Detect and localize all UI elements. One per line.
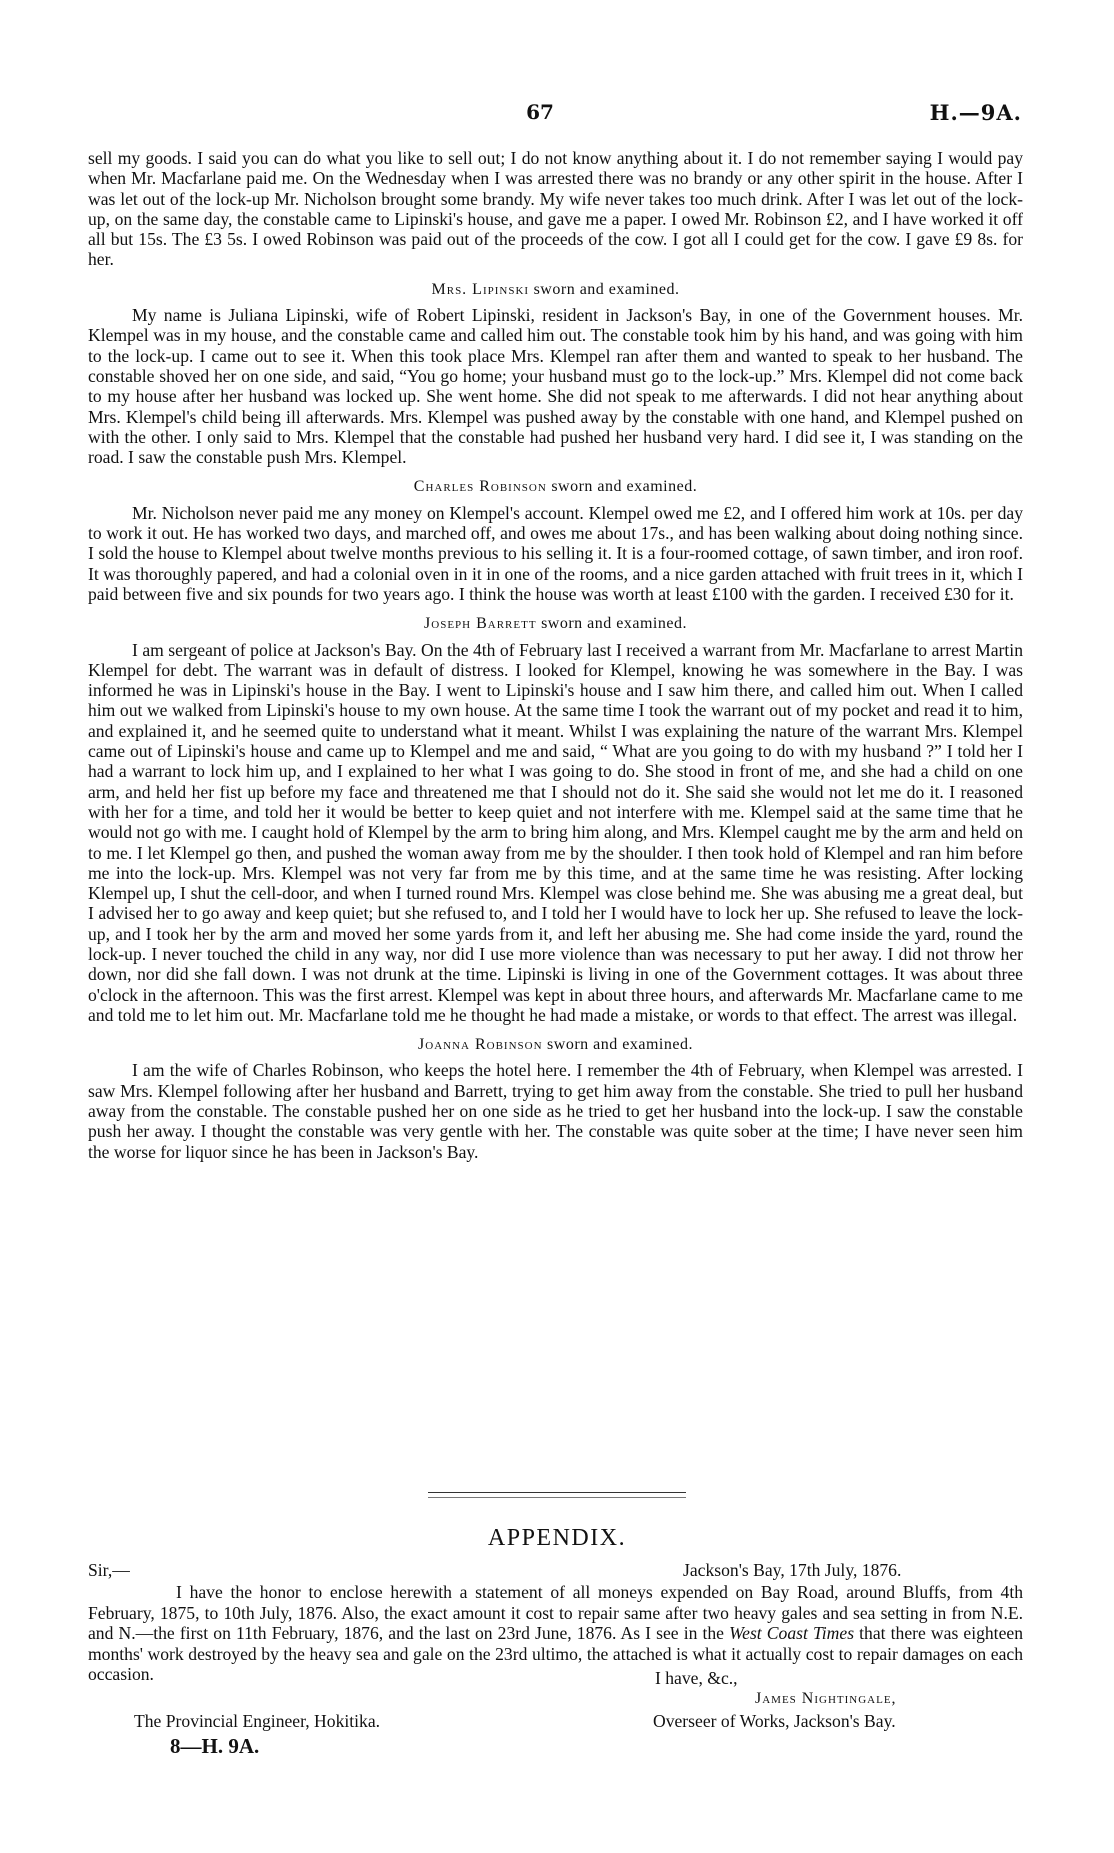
testimony-paragraph: I am sergeant of police at Jackson's Bay. On the 4th of February last I received a warrant from Mr. Macfarlane to arrest Martin Klempel for debt. The warrant was in default of distress. I looked for Klempel, knowing he was somewhere in the Bay. I was informed he was in Lipinski's house in the Bay. I went to Lipinski's house and I saw him there, and called him out. When I called him out we walked from Lipinski's house to my own house. At the same time I took the warrant out of my pocket and read it to him, and explained it, and he seemed quite to understand what it meant. Whilst I was explaining the nature of the warrant Mrs. Klempel came out of Lipinski's house and came up to Klempel and me and said, “ What are you going to do with my husband ?” I told her I had a warrant to lock him up, and I explained to her what I was going to do. She stood in front of me, and she had a child on one arm, and held her fist up before my face and threatened me that I should not do it. She said she would not let me do it. I reasoned with her for a time, and told her it would be better to keep quiet and not interfere with me. Klempel said at the same time that he would not go with me. I caught hold of Klempel by the arm to bring him along, and Mrs. Klempel caught me by the arm and held on to me. I let Klempel go then, and pushed the woman away from me by the shoulder. I then took hold of Klempel and ran him before me into the lock-up. Mrs. Klempel was not very far from me by this time, and at the same time he was resisting. After locking Klempel up, I shut the cell-door, and when I turned round Mrs. Klempel was close behind me. She was abusing me a great deal, but I advised her to go away and keep quiet; but she refused to, and I told her I would have to lock her up. She refused to leave the lock-up, and I took her by the arm and moved her some yards from it, and left her abusing me. She had come inside the yard, round the lock-up. I never touched the child in any way, nor did I use more violence than was necessary to put her away. I did not throw her down, nor did she fall down. I was not drunk at the time. Lipinski is living in one of the Government cottages. It was about three o'clock in the afternoon. This was the first arrest. Klempel was kept in about three hours, and afterwards Mr. Macfarlane came to me and told me to let him out. Mr. Macfarlane told me he thought he had made a mistake, or words to that effect. The arrest was illegal. bbox=[88, 639, 1023, 1025]
witness-heading-suffix: sworn and examined. bbox=[547, 1036, 693, 1054]
witness-heading bbox=[88, 280, 1023, 300]
testimony-paragraph: I am the wife of Charles Robinson, who keeps the hotel here. I remember the 4th of February, when Klempel was arrested. I saw Mrs. Klempel following after her husband and Barrett, trying to get him away from the constable. She tried to pull her husband away from the constable. The constable pushed her on one side as he tried to get her husband into the lock-up. I saw the constable push her away. I thought the constable was very gentle with her. The constable was quite sober at the time; I have never seen him the worse for liquor since he has been in Jackson's Bay. bbox=[88, 1060, 1023, 1162]
letter-text-end: that there was eighteen months' work destroyed by the heavy sea and gale on the 23rd ultimo, the attached is what it actually cost to repair damages on each occasion. bbox=[88, 1623, 1023, 1684]
section-divider-secondary bbox=[428, 1497, 686, 1498]
signer-name: James Nightingale, bbox=[755, 1690, 897, 1707]
appendix-title: APPENDIX. bbox=[487, 1525, 627, 1551]
letter-dateline: Jackson's Bay, 17th July, 1876. bbox=[683, 1560, 902, 1580]
witness-name: Mrs. Lipinski bbox=[431, 280, 530, 298]
witness-heading bbox=[88, 614, 1023, 634]
witness-name: Charles Robinson bbox=[413, 478, 547, 496]
signature-mark: 8—H. 9A. bbox=[170, 1734, 260, 1758]
witness-name: Joseph Barrett bbox=[424, 615, 537, 633]
testimony-paragraph: My name is Juliana Lipinski, wife of Robert Lipinski, resident in Jackson's Bay, in one of the Government houses. Mr. Klempel was in my house, and the constable came and called him out. The constable took him by his hand, and was going with him to the lock-up. I came out to see it. When this took place Mrs. Klempel ran after them and wanted to speak to her husband. The constable shoved her on one side, and said, “You go home; your husband must go to the lock-up.” Mrs. Klempel did not come back to my house after her husband was locked up. She went home. She did not speak to me afterwards. I did not hear anything about Mrs. Klempel's child being ill afterwards. Mrs. Klempel was pushed away by the constable with one hand, and Klempel pushed on with the other. I only said to Mrs. Klempel that the constable had pushed her husband very hard. I did see it, I was standing on the road. I saw the constable push Mrs. Klempel. bbox=[88, 305, 1023, 468]
letter-addressee: The Provincial Engineer, Hokitika. bbox=[134, 1711, 381, 1731]
letter-salutation: Sir,— bbox=[88, 1560, 130, 1580]
letter-text-start: I have the honor to enclose herewith a statement of all moneys expended on Bay Road, around Bluffs, from 4th February, 1875, to 10th July, 1876. Also, the exact amount it cost to repair same after two heavy gales and sea setting in from N.E. and N.—the first on 11th February, 1876, and the last on 23rd June, 1876. As I see in the bbox=[88, 1582, 1023, 1643]
document-reference: H.—9A. bbox=[929, 100, 1022, 125]
signer-title: Overseer of Works, Jackson's Bay. bbox=[653, 1711, 896, 1731]
witness-heading-suffix: sworn and examined. bbox=[551, 478, 698, 496]
continuation-paragraph: sell my goods. I said you can do what you like to sell out; I do not know anything about it. I do not remember saying I would pay when Mr. Macfarlane paid me. On the Wednesday when I was arrested there was no brandy or any other spirit in the house. After I was let out of the lock-up Mr. Nicholson brought some brandy. My wife never takes too much drink. After I was let out of the lock-up, on the same day, the constable came to Lipinski's house, and gave me a paper. I owed Mr. Robinson £2, and I have worked it off all but 15s. The £3 5s. I owed Robinson was paid out of the proceeds of the cow. I got all I could get for the cow. I gave £9 8s. for her. bbox=[88, 148, 1023, 270]
testimony-paragraph: Mr. Nicholson never paid me any money on Klempel's account. Klempel owed me £2, and I offered him work at 10s. per day to work it out. He has worked two days, and marched off, and owes me about 17s., and has been walking about doing nothing since. I sold the house to Klempel about twelve months previous to his selling it. It is a four-roomed cottage, of sawn timber, and iron roof. It was thoroughly papered, and had a colonial oven in it in one of the rooms, and a nice garden attached with fruit trees in it, which I paid between five and six pounds for two years ago. I think the house was worth at least £100 with the garden. I received £30 for it. bbox=[88, 502, 1023, 604]
witness-heading bbox=[88, 1035, 1023, 1055]
section-divider bbox=[428, 1492, 686, 1493]
witness-name: Joanna Robinson bbox=[418, 1036, 543, 1054]
letter-body bbox=[88, 1582, 1023, 1685]
witness-heading-suffix: sworn and examined. bbox=[541, 615, 687, 633]
witness-heading-suffix: sworn and examined. bbox=[533, 280, 680, 298]
page-number: 67 bbox=[526, 100, 554, 124]
letter-closing: I have, &c., bbox=[655, 1668, 738, 1688]
letter-paragraph bbox=[88, 1582, 1023, 1685]
witness-heading bbox=[88, 477, 1023, 497]
testimony-body bbox=[88, 148, 1023, 1162]
newspaper-title: West Coast Times bbox=[729, 1623, 855, 1643]
